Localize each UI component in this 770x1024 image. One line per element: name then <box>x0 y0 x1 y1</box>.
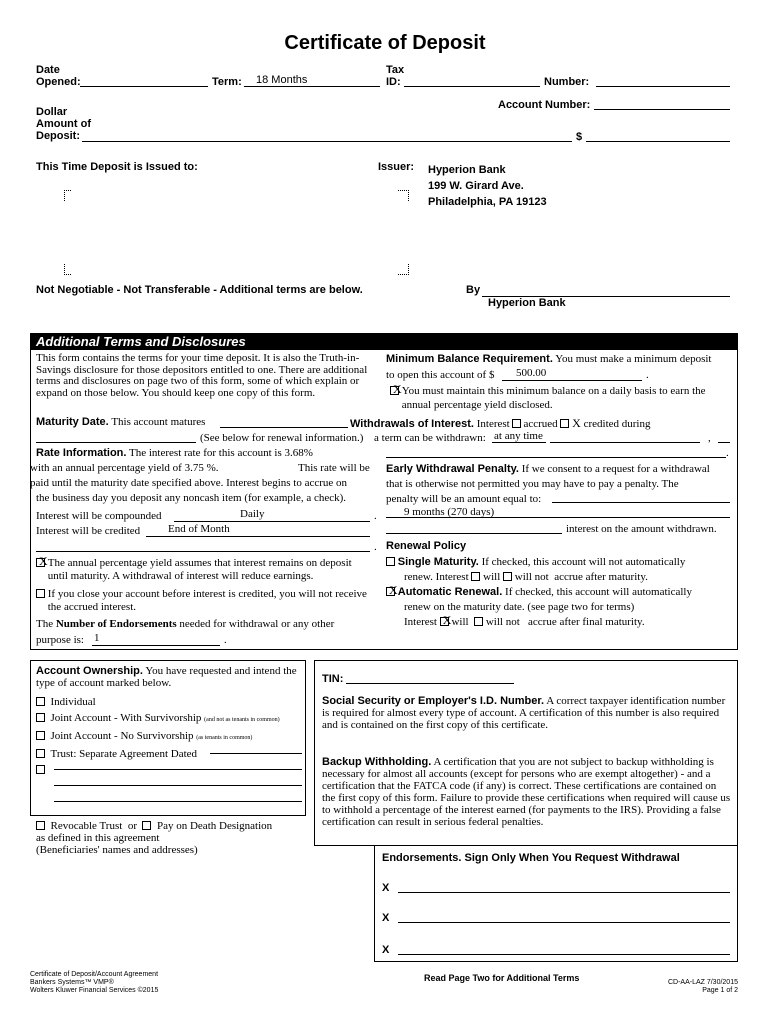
footer-left: Certificate of Deposit/Account Agreement Bankers Systems™ VMP® Wolters Kluwer Financial Services ©2015 <box>30 971 159 994</box>
other-checkbox[interactable] <box>36 765 45 774</box>
tin-field[interactable] <box>346 683 514 684</box>
joint-with-checkbox[interactable] <box>36 713 45 722</box>
tax-id-field[interactable] <box>404 86 540 87</box>
maintain-balance-checkbox[interactable] <box>390 386 399 395</box>
auto-will-not-checkbox[interactable] <box>474 617 483 626</box>
single-maturity: Single Maturity. If checked, this account will not automatically renew. Interest will will not accrue after maturity. <box>386 555 734 585</box>
single-maturity-checkbox[interactable] <box>386 557 395 566</box>
early-withdrawal: Early Withdrawal Penalty. If we consent to a request for a withdrawal that is otherwise not permitted you may have to pay a penalty. The penalty will be an amount equal to: <box>386 463 710 505</box>
interest-on-amount: interest on the amount withdrawn. <box>566 523 717 535</box>
page-title: Certificate of Deposit <box>284 32 486 54</box>
number-label: Number: <box>544 76 590 88</box>
min-balance: Minimum Balance Requirement. You must make a minimum deposit <box>386 353 712 365</box>
renewal-policy-label: Renewal Policy <box>386 540 467 552</box>
tin-label: TIN: <box>322 673 344 685</box>
auto-will-checkbox[interactable] <box>440 617 449 626</box>
ssn-section: Social Security or Employer's I.D. Number. A correct taxpayer identification number is required for almost every type of account. A certification of this number is also required and is contained on the first copy of this certificate. <box>322 695 726 731</box>
single-will-not-checkbox[interactable] <box>503 572 512 581</box>
ownership-intro: Account Ownership. You have requested and intend the type of account marked below. <box>36 665 297 689</box>
dollar-words-field[interactable] <box>82 141 572 142</box>
footer-right: CD-AA-LAZ 7/30/2015 Page 1 of 2 <box>667 979 738 994</box>
dollar-amount-field[interactable] <box>586 141 730 142</box>
terms-intro: This form contains the terms for your time deposit. It is also the Truth-in-Savings disclosure for those depositors entitled to one. There are additional terms and disclosures on page two of this form, some of which explain or expand on those below. You should keep one copy of this form. <box>36 352 368 399</box>
issuer-label: Issuer: <box>378 161 415 173</box>
rate-info: Rate Information. The interest rate for this account is 3.68% <box>36 447 313 459</box>
rate-will-be: This rate will be <box>298 462 370 474</box>
credited-value[interactable]: End of Month <box>168 523 230 535</box>
compounded-label: Interest will be compounded <box>36 510 162 522</box>
account-number-field[interactable] <box>594 109 730 110</box>
issuer-address: Hyperion Bank 199 W. Girard Ave. Philadelphia, PA 19123 <box>428 164 547 208</box>
pod-checkbox[interactable] <box>142 821 151 830</box>
trust-checkbox[interactable] <box>36 749 45 758</box>
interest-accrued-checkbox[interactable] <box>512 419 521 428</box>
issued-to-label: This Time Deposit is Issued to: <box>36 161 198 173</box>
individual-checkbox[interactable] <box>36 697 45 706</box>
purpose-field[interactable] <box>92 645 220 646</box>
maturity-date-field[interactable] <box>220 427 348 428</box>
ownership-options: Individual Joint Account - With Survivorship (and not as tenants in common) Joint Account - No Survivorship (as tenants in common) Trust: Separate Agreement Dated <box>36 694 304 778</box>
endorse-signature-1[interactable] <box>398 892 730 893</box>
endorse-x-3: X <box>382 944 390 956</box>
interest-credited-checkbox[interactable] <box>560 419 569 428</box>
dollar-sign: $ <box>576 131 583 143</box>
renewal-info: (See below for renewal information.) <box>200 432 364 444</box>
min-balance-value[interactable]: 500.00 <box>516 367 547 379</box>
penalty-value[interactable]: 9 months (270 days) <box>404 506 495 518</box>
term-value[interactable]: 18 Months <box>256 74 308 86</box>
number-field[interactable] <box>596 86 730 87</box>
purpose-value[interactable]: 1 <box>94 632 100 644</box>
withdrawn-value[interactable]: at any time <box>494 430 543 442</box>
address-window-corner <box>64 264 71 275</box>
date-opened-field[interactable] <box>80 86 208 87</box>
business-day: the business day you deposit any noncash item (for example, a check). <box>36 492 347 504</box>
maturity-date: Maturity Date. This account matures <box>36 416 206 428</box>
single-will-checkbox[interactable] <box>471 572 480 581</box>
by-bank: Hyperion Bank <box>488 297 566 309</box>
account-number-label: Account Number: <box>498 99 591 111</box>
footer-center: Read Page Two for Additional Terms <box>424 973 580 983</box>
withdrawals-of-interest: Withdrawals of Interest. Interest accrued X credited during <box>350 416 651 430</box>
dollar-amount-label: Dollar Amount of Deposit: <box>36 106 91 142</box>
address-window-corner <box>398 190 409 201</box>
credited-label: Interest will be credited <box>36 525 141 537</box>
automatic-renewal: X Automatic Renewal. If checked, this account will automatically renew on the maturity date. (see page two for terms) Interest X will will not accrue after final maturity. <box>386 585 734 630</box>
endorsements-needed: The Number of Endorsements needed for withdrawal or any other <box>36 618 335 630</box>
revocable-trust-checkbox[interactable] <box>36 821 45 830</box>
address-window-corner <box>398 264 409 275</box>
date-opened-label: Date Opened: <box>36 64 81 88</box>
apy-assumes: X The annual percentage yield assumes that interest remains on deposit until maturity. A withdrawal of interest will reduce earnings. <box>36 557 382 583</box>
term-label: Term: <box>212 76 242 88</box>
by-label: By <box>466 284 481 296</box>
not-negotiable-notice: Not Negotiable - Not Transferable - Additional terms are below. <box>36 284 363 296</box>
open-account: to open this account of $ <box>386 369 495 381</box>
revocable-trust: Revocable Trust or Pay on Death Designation as defined in this agreement (Beneficiaries' names and addresses) <box>36 820 273 856</box>
joint-no-checkbox[interactable] <box>36 731 45 740</box>
close-account: If you close your account before interest is credited, you will not receive the accrued interest. <box>36 588 382 614</box>
maintain-balance: X You must maintain this minimum balance on a daily basis to earn the annual percentage yield disclosed. <box>390 384 734 412</box>
compounded-value[interactable]: Daily <box>240 508 265 520</box>
address-window-corner <box>64 190 71 201</box>
backup-withholding: Backup Withholding. A certification that you are not subject to backup withholding is necessary for almost all accounts (except for persons who are exempt altogether) - and a certification that the FATCA code (if any) is correct. These certifications are contained on the first copy of this form. Failure to provide these certifications when required will cause us to withhold a percentage of the interest earned (for payments to the IRS). Providing a false certification can result in serious federal penalties. <box>322 756 731 828</box>
apy-line: with an annual percentage yield of 3.75 %. <box>30 462 219 474</box>
endorse-x-1: X <box>382 882 390 894</box>
endorse-signature-3[interactable] <box>398 954 730 955</box>
endorsements-title: Endorsements. Sign Only When You Request Withdrawal <box>382 852 680 864</box>
close-account-checkbox[interactable] <box>36 589 45 598</box>
endorse-x-2: X <box>382 912 390 924</box>
automatic-renewal-checkbox[interactable] <box>386 587 395 596</box>
term-withdrawn: a term can be withdrawn: <box>374 432 486 444</box>
paid-until: paid until the maturity date specified above. Interest begins to accrue on <box>30 477 348 489</box>
endorse-signature-2[interactable] <box>398 922 730 923</box>
purpose-label: purpose is: <box>36 634 84 646</box>
terms-section-header: Additional Terms and Disclosures <box>30 333 738 350</box>
tax-id-label: Tax ID: <box>386 64 405 88</box>
apy-assumes-checkbox[interactable] <box>36 558 45 567</box>
